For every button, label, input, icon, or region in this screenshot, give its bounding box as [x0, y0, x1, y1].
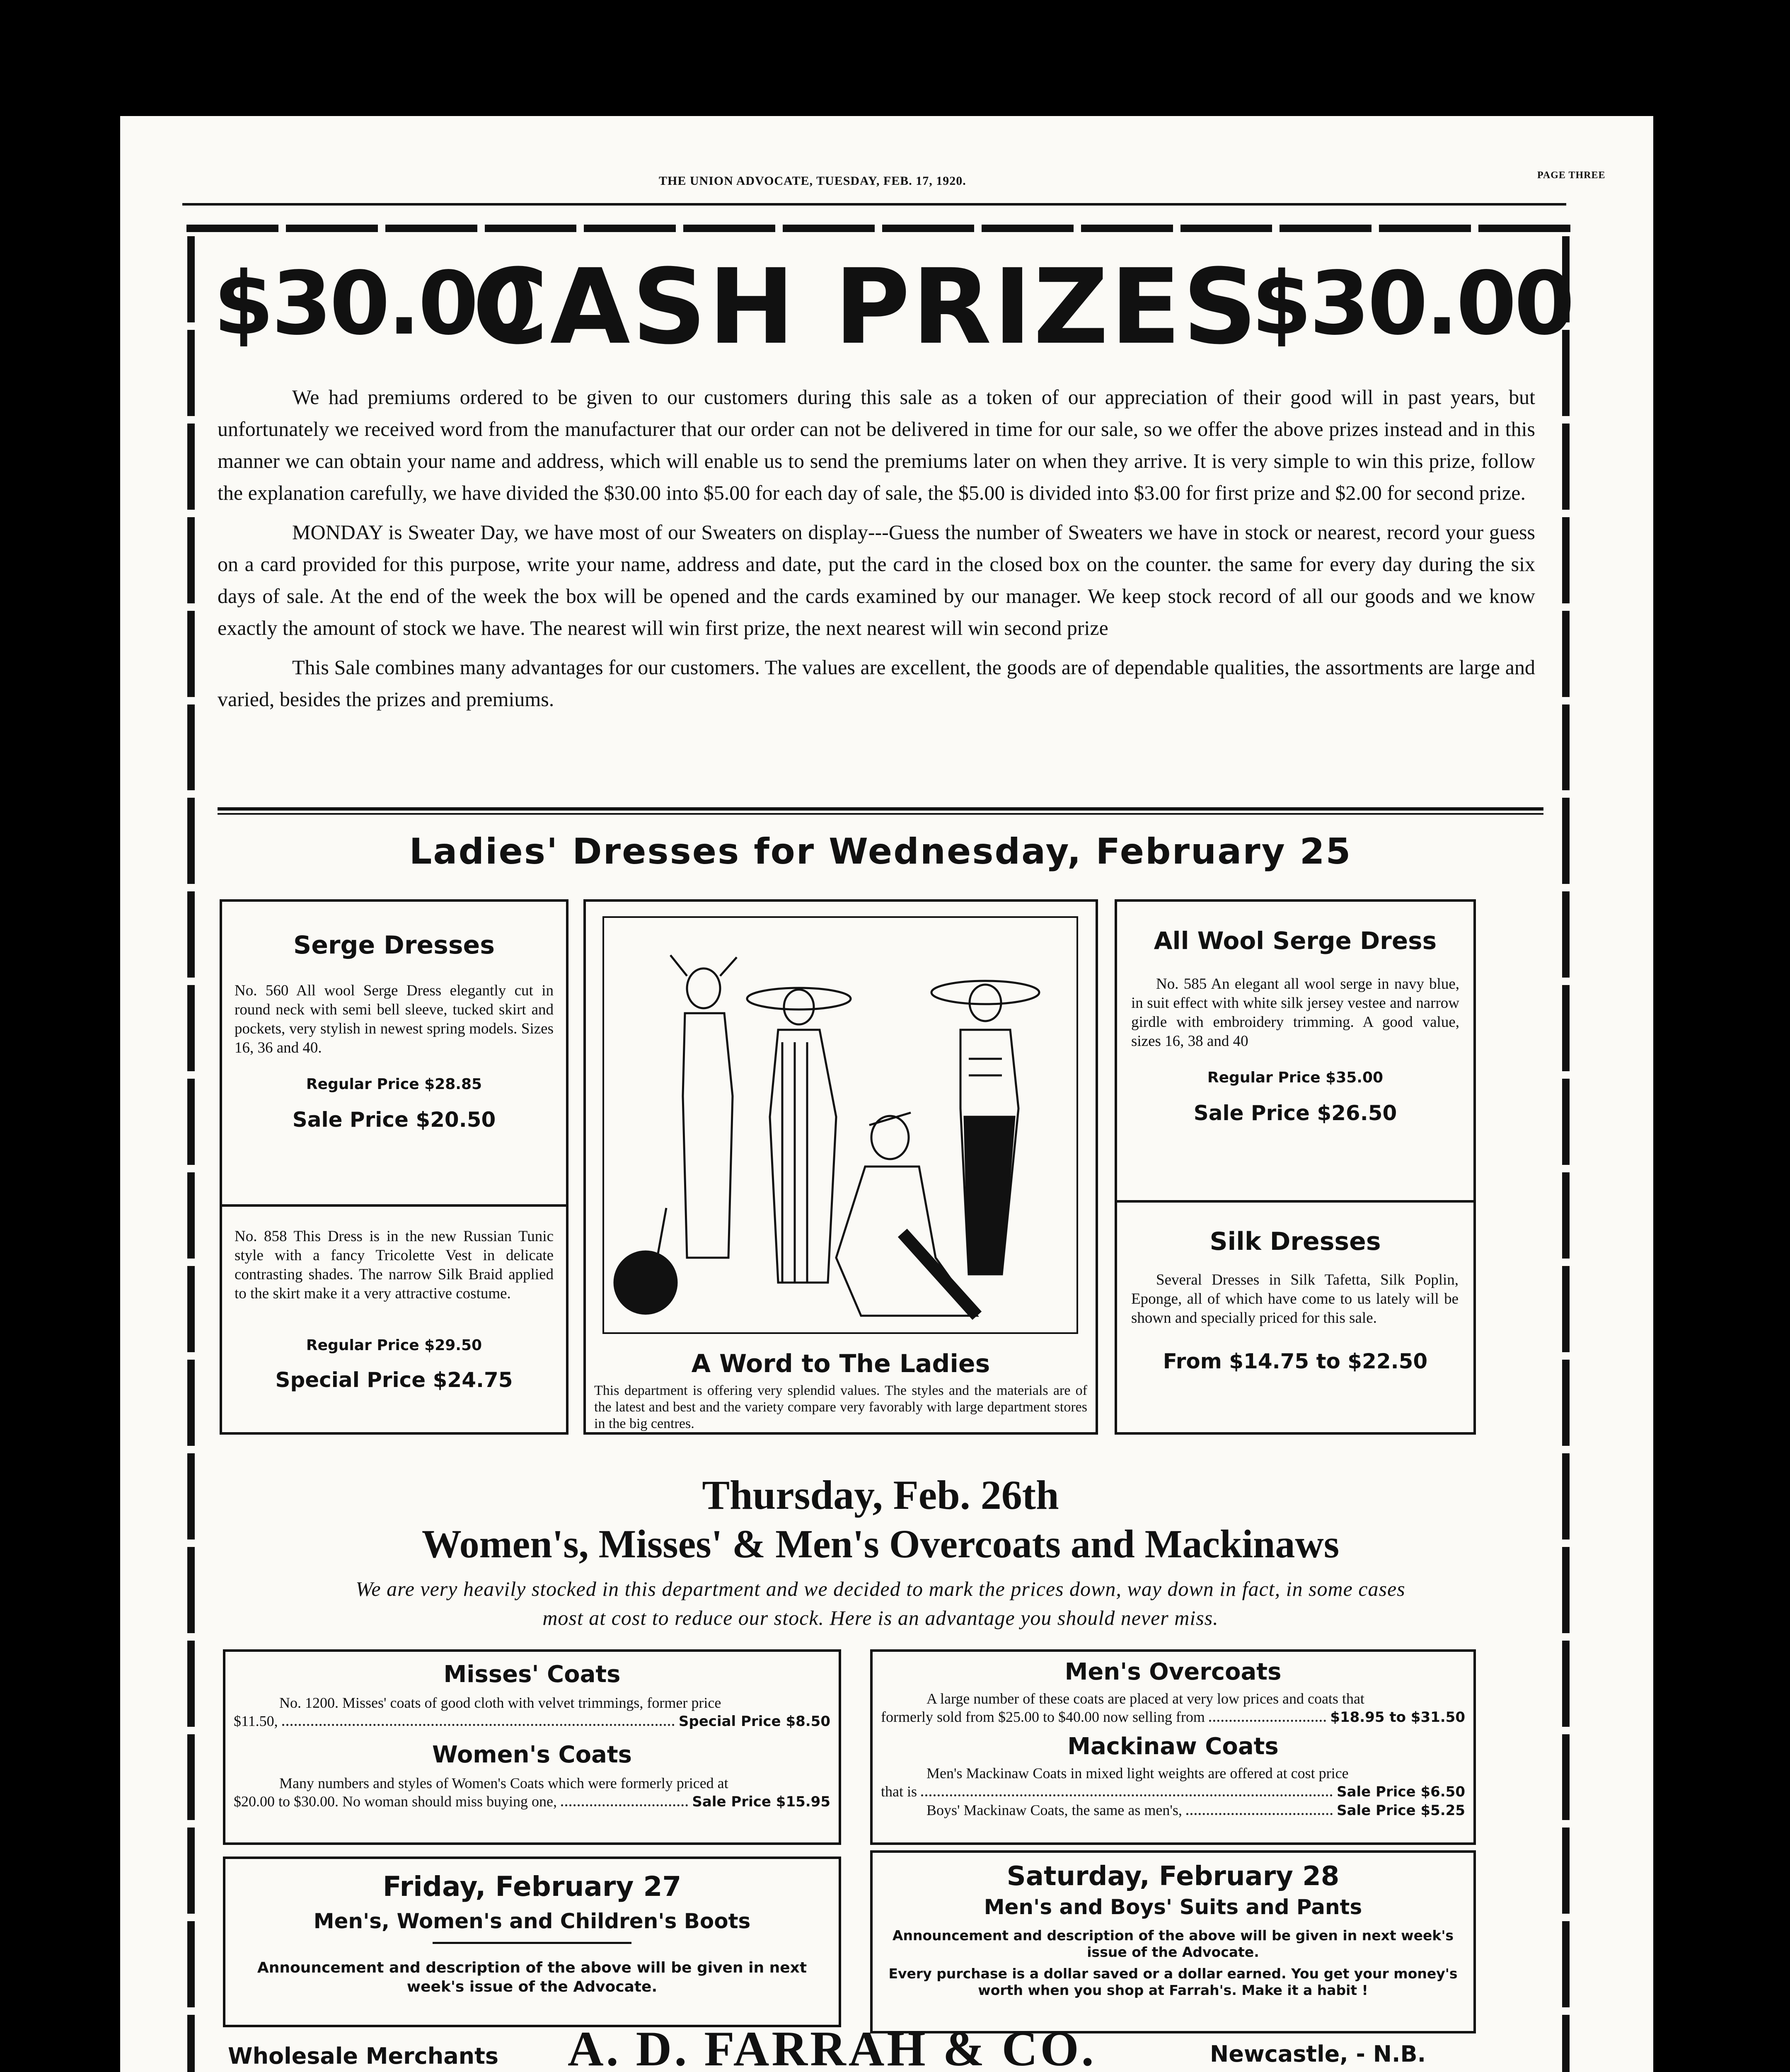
thursday-line-2: most at cost to reduce our stock. Here is an advantage you should never miss.	[542, 1606, 1219, 1629]
misses-coats-price: Special Price $8.50	[678, 1713, 830, 1730]
section-rule-1	[218, 807, 1543, 811]
border-top	[186, 225, 1570, 232]
mackinaw-coats-lead: that is	[881, 1783, 917, 1800]
saturday-title: Saturday, February 28	[1006, 1861, 1340, 1892]
silk-title: Silk Dresses	[1209, 1227, 1381, 1256]
friday-text: Announcement and description of the above will be given in next week's issue of the Advocate.	[257, 1959, 807, 1995]
womens-coats-price-line	[234, 1792, 830, 1811]
masthead-rule	[182, 203, 1566, 206]
russian-regular-price: Regular Price $29.50	[306, 1337, 482, 1354]
misses-coats-title: Misses' Coats	[443, 1661, 621, 1688]
womens-coats-price: Sale Price $15.95	[692, 1794, 830, 1810]
wool-regular-price: Regular Price $35.00	[1207, 1069, 1384, 1086]
friday-box	[223, 1857, 841, 2027]
word-to-ladies-box	[583, 899, 1098, 1435]
misses-womens-coats-box	[223, 1649, 841, 1845]
intro-text	[218, 381, 1535, 715]
page-label: PAGE THREE	[1537, 170, 1606, 181]
serge-description: No. 560 All wool Serge Dress elegantly cut in round neck with semi bell sleeve, tucked skirt and pockets, very stylish in newest spring models. Sizes 16, 36 and 40.	[235, 982, 554, 1056]
border-left	[187, 236, 195, 2072]
boys-mackinaw-lead: Boys' Mackinaw Coats, the same as men's,	[926, 1802, 1182, 1818]
thursday-line-1: We are very heavily stocked in this department and we decided to mark the prices down, way down in fact, in some cases	[356, 1577, 1405, 1600]
silk-description: Several Dresses in Silk Tafetta, Silk Poplin, Eponge, all of which have come to us lately will be shown and specially priced for this sale.	[1131, 1271, 1459, 1326]
friday-title: Friday, February 27	[382, 1871, 682, 1903]
word-description: This department is offering very splendid values. The styles and the materials are of the latest and best and the variety compare very favorably with large department stores in the big centres.	[594, 1383, 1087, 1431]
section-rule-2	[218, 813, 1543, 815]
serge-regular-price: Regular Price $28.85	[306, 1076, 482, 1093]
womens-coats-title: Women's Coats	[432, 1741, 632, 1768]
mens-overcoats-price-line	[881, 1708, 1465, 1726]
wool-title: All Wool Serge Dress	[1154, 927, 1437, 955]
intro-paragraph-2: MONDAY is Sweater Day, we have most of our Sweaters on display---Guess the number of Sweaters we have in stock or nearest, record your guess on a card provided for this purpose, write your name, address and date, put the card in the closed box on the counter. the same for every day during the six days of sale. At the end of the week the box will be opened and the cards examined by our manager. We keep stock record of all our goods and we know exactly the amount of stock we have. The nearest will win first prize, the next nearest will win second prize	[218, 520, 1535, 639]
banner-left-price: $30.00	[213, 253, 535, 354]
serge-title: Serge Dresses	[293, 931, 495, 960]
dresses-heading: Ladies' Dresses for Wednesday, February 25	[409, 831, 1352, 872]
mens-overcoats-title: Men's Overcoats	[1064, 1658, 1282, 1685]
mackinaw-coats-text: Men's Mackinaw Coats in mixed light weights are offered at cost price	[926, 1765, 1349, 1782]
word-title: A Word to The Ladies	[691, 1349, 990, 1378]
mens-overcoats-price: $18.95 to $31.50	[1330, 1709, 1465, 1726]
womens-coats-lead: $20.00 to $30.00. No woman should miss buying one,	[234, 1793, 557, 1810]
misses-coats-text: No. 1200. Misses' coats of good cloth with velvet trimmings, former price	[279, 1694, 721, 1711]
friday-divider	[433, 1942, 631, 1944]
wool-serge-box	[1115, 899, 1476, 1435]
ladies-fashion-drawing	[604, 918, 1076, 1332]
womens-coats-text: Many numbers and styles of Women's Coats which were formerly priced at	[279, 1775, 728, 1791]
mens-overcoats-text: A large number of these coats are placed at very low prices and coats that	[926, 1690, 1364, 1707]
misses-coats-price-line	[234, 1712, 830, 1731]
border-right	[1562, 236, 1570, 2072]
masthead: THE UNION ADVOCATE, TUESDAY, FEB. 17, 1920.	[659, 174, 966, 188]
saturday-subtitle: Men's and Boys' Suits and Pants	[984, 1895, 1362, 1919]
russian-description: No. 858 This Dress is in the new Russian Tunic style with a fancy Tricolette Vest in delicate contrasting shades. The narrow Silk Braid applied to the skirt make it a very attractive costume.	[235, 1228, 554, 1302]
footer-wholesale: Wholesale Merchants	[228, 2043, 499, 2069]
serge-dresses-box	[220, 899, 568, 1435]
thursday-title: Women's, Misses' & Men's Overcoats and Mackinaws	[421, 1522, 1340, 1566]
banner-title: CASH PRIZES	[472, 247, 1259, 367]
newspaper-page	[120, 116, 1653, 2072]
mens-overcoats-lead: formerly sold from $25.00 to $40.00 now selling from	[881, 1709, 1205, 1725]
footer-location: Newcastle, - N.B.	[1210, 2041, 1426, 2067]
boys-mackinaw-price-line	[881, 1801, 1465, 1820]
saturday-text-1: Announcement and description of the above will be given in next week's issue of the Advocate.	[892, 1927, 1454, 1960]
wool-divider	[1117, 1200, 1473, 1203]
banner-right-price: $30.00	[1251, 253, 1572, 354]
wool-description: No. 585 An elegant all wool serge in navy blue, in suit effect with white silk jersey vestee and narrow girdle with embroidery trimming. A good value, sizes 16, 38 and 40	[1131, 975, 1459, 1050]
mackinaw-coats-price: Sale Price $6.50	[1337, 1784, 1465, 1800]
mackinaw-coats-title: Mackinaw Coats	[1067, 1733, 1279, 1760]
boys-mackinaw-price: Sale Price $5.25	[1337, 1802, 1465, 1819]
intro-paragraph-1: We had premiums ordered to be given to our customers during this sale as a token of our appreciation of their good will in past years, but unfortunately we received word from the manufacturer that our order can not be delivered in time for our sale, so we offer the above prizes instead and in this manner we can obtain your name and address, which will enable us to send the premiums later on when they arrive. It is very simple to win this prize, follow the explanation carefully, we have divided the $30.00 into $5.00 for each day of sale, the $5.00 is divided into $3.00 for first prize and $2.00 for second prize.	[218, 385, 1535, 504]
friday-subtitle: Men's, Women's and Children's Boots	[313, 1909, 751, 1933]
saturday-box	[870, 1850, 1476, 2033]
saturday-text-2: Every purchase is a dollar saved or a dollar earned. You get your money's worth when you shop at Farrah's. Make it a habit !	[888, 1965, 1458, 1998]
mens-overcoats-box	[870, 1649, 1476, 1845]
serge-divider	[222, 1204, 566, 1207]
mackinaw-coats-price-line	[881, 1782, 1465, 1801]
fashion-illustration	[602, 916, 1078, 1334]
wool-sale-price: Sale Price $26.50	[1193, 1101, 1397, 1125]
footer-firm-name: A. D. FARRAH & CO.	[568, 2021, 1096, 2072]
thursday-date: Thursday, Feb. 26th	[702, 1472, 1059, 1518]
misses-coats-lead: $11.50,	[234, 1713, 278, 1729]
serge-sale-price: Sale Price $20.50	[292, 1108, 496, 1132]
silk-price-range: From $14.75 to $22.50	[1163, 1349, 1428, 1373]
intro-paragraph-3: This Sale combines many advantages for our customers. The values are excellent, the goods are of dependable qualities, the assortments are large and varied, besides the prizes and premiums.	[218, 656, 1535, 711]
russian-special-price: Special Price $24.75	[275, 1368, 513, 1392]
